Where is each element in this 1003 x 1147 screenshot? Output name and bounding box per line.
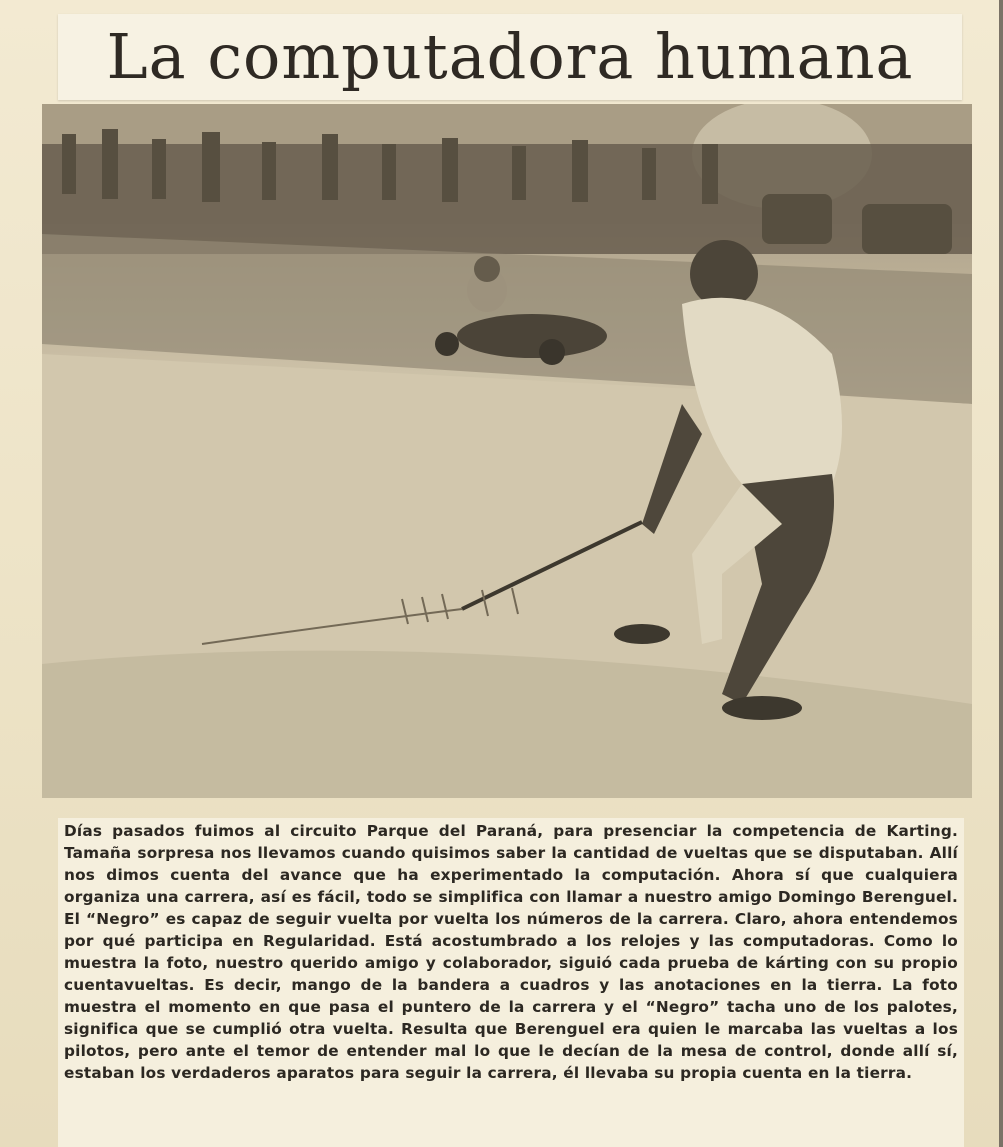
- caption-clipping: [58, 818, 964, 1147]
- headline-clipping: [58, 14, 962, 100]
- page-title: La computadora humana: [106, 20, 914, 93]
- photo-illustration: [42, 104, 972, 798]
- caption-text: Días pasados fuimos al circuito Parque del Paraná, para presenciar la competencia de Karting. Tamaña sorpresa nos llevamos cuando quisimos saber la cantidad de vueltas que se disputaban. Allí nos dimos cuenta del avance que ha experimentado la computación. Ahora sí que cualquiera organiza una carrera, así es fácil, todo se simplifica con llamar a nuestro amigo Domingo Berenguel. El “Negro” es capaz de seguir vuelta por vuelta los números de la carrera. Claro, ahora entendemos por qué participa en Regularidad. Está acostumbrado a los relojes y las computadoras. Como lo muestra la foto, nuestro querido amigo y colaborador, siguió cada prueba de kárting con su propio cuentavueltas. Es decir, mango de la bandera a cuadros y las anotaciones en la tierra. La foto muestra el momento en que pasa el puntero de la carrera y el “Negro” tacha uno de los palotes, significa que se cumplió otra vuelta. Resulta que Berenguel era quien le marcaba las vueltas a los pilotos, pero ante el temor de entender mal lo que le decían de la mesa de control, donde allí sí, estaban los verdaderos aparatos para seguir la carrera, él llevaba su propia cuenta en la tierra.: [64, 822, 958, 1082]
- news-photo: [42, 104, 972, 798]
- photo-grain: [42, 104, 972, 798]
